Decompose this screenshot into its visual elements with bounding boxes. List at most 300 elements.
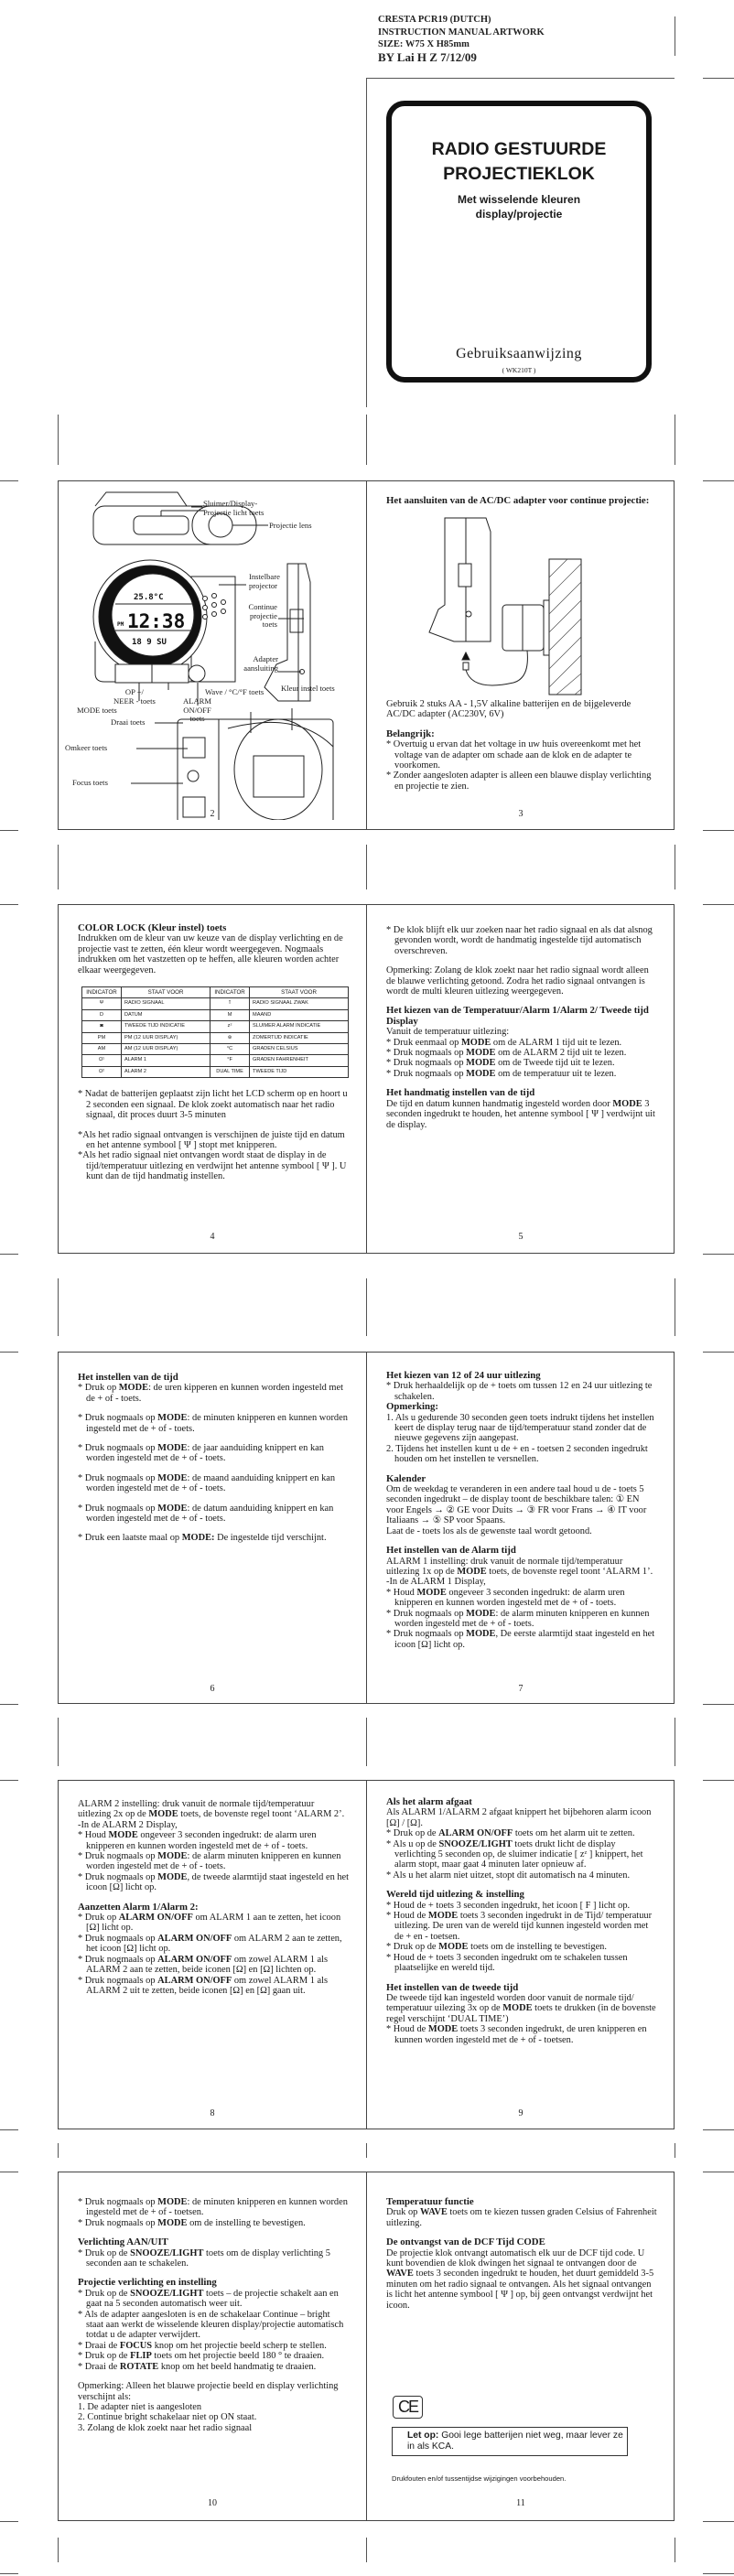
paragraph	[386, 2207, 658, 2228]
label-wave-button: Wave / °C/°F toets	[205, 687, 264, 696]
text-run: Temperatuur functie	[386, 2196, 474, 2207]
text-run: * Druk nogmaals op	[386, 1068, 467, 1079]
indicator-table	[81, 986, 349, 1078]
bullet-item	[386, 1953, 658, 1974]
bold-term: MODE	[157, 1851, 188, 1862]
adapter-jack	[466, 611, 471, 617]
indicator-icon: ◙	[82, 1021, 122, 1032]
bullet-item	[386, 2024, 658, 2045]
spread-pages-4-5	[58, 904, 675, 1254]
bullet-item	[78, 1533, 350, 1543]
label-focus-knob: Focus toets	[72, 778, 108, 787]
crop-mark	[0, 1254, 18, 1255]
text-run: ALARM 2 instelling: druk vanuit de normale tijd/temperatuur uitlezing 2x op de	[78, 1799, 315, 1820]
model-number: ( WK210T )	[502, 366, 536, 374]
bold-term: MODE	[148, 1809, 178, 1820]
text-run: : de alarm minuten knipperen en kunnen worden ingesteld met de + of - toets.	[86, 1851, 341, 1872]
bold-term: MODE	[157, 1472, 188, 1483]
text-run: * Druk op	[78, 1913, 119, 1924]
text-run: toets, de bovenste regel toont ‘ALARM 2’.	[178, 1809, 345, 1820]
text-run: *Als het radio signaal niet ontvangen wordt staat de display in de tijd/temperatuur uitlezing en verdwijnt het antenne symbool [ Ψ ]. U kunt dan de tijd handmatig instellen.	[78, 1150, 347, 1182]
paragraph	[78, 2402, 350, 2412]
disclaimer: Drukfouten en/of tussentijdse wijzigingen voorbehouden.	[392, 2474, 567, 2483]
device-top-outline	[95, 492, 187, 506]
page-8	[59, 1781, 366, 2129]
spread-pages-8-9	[58, 1780, 675, 2129]
page-number: 3	[518, 809, 524, 819]
indicator-meaning: GRADEN CELSIUS	[250, 1044, 349, 1055]
bold-term: ROTATE	[119, 2361, 159, 2372]
section-heading	[386, 1890, 658, 1900]
section-heading	[386, 729, 658, 739]
paragraph	[386, 699, 658, 720]
text-run: : de maand aanduiding knippert en kan worden ingesteld met de + of - toets.	[86, 1472, 336, 1494]
bullet-item	[78, 1976, 350, 1997]
text-run: * Druk nogmaals op	[78, 1954, 158, 1965]
text-run: COLOR LOCK (Kleur instel) toets	[78, 922, 227, 933]
page-2	[59, 481, 366, 829]
adapter-connection-diagram	[422, 513, 605, 696]
section-heading	[78, 1902, 350, 1913]
text-run: * Als de adapter aangesloten is en de schakelaar Continue – bright staat aan werkt de wisselende kleuren display/projectie automatisch totdat u de adapter verwijdert.	[78, 2309, 344, 2341]
paragraph	[386, 2248, 658, 2311]
label-adapter-jack: Adapter aansluiting	[243, 654, 278, 673]
crop-mark	[703, 2573, 734, 2574]
bullet-item	[78, 2341, 350, 2351]
mode-button	[115, 664, 152, 683]
bold-term: MODE	[108, 1830, 138, 1841]
text-run: toets om de display verlichting 5 seconden aan te schakelen.	[86, 2247, 330, 2269]
paragraph	[78, 2381, 350, 2402]
text-run: * Zonder aangesloten adapter is alleen een blauwe display verlichting en projectie te zien.	[386, 771, 652, 792]
bullet-item	[386, 1911, 658, 1942]
text-run: 2. Continue bright schakelaar niet op ON staat.	[78, 2412, 257, 2423]
bullet-item	[78, 1443, 350, 1464]
bullet-item	[386, 1828, 658, 1838]
text-run: : de minuten knipperen en kunnen worden ingesteld met de + of - toets.	[86, 1413, 348, 1434]
bullet-item	[78, 2362, 350, 2372]
text-run: * Druk nogmaals op	[386, 1048, 467, 1059]
crop-mark	[703, 1780, 734, 1781]
bold-term: FLIP	[130, 2351, 152, 2362]
section-heading	[386, 2197, 658, 2207]
text-run: * Druk op de	[386, 1942, 439, 1953]
bold-term: MODE:	[181, 1533, 215, 1544]
bullet-item	[78, 1955, 350, 1976]
spread-pages-6-7	[58, 1352, 675, 1704]
page-number: 8	[210, 2108, 215, 2118]
text-run: Wereld tijd uitlezing & instelling	[386, 1889, 524, 1901]
indicator-meaning: RADIO SIGNAAL ZWAK	[250, 998, 349, 1009]
bold-term: MODE	[466, 1058, 496, 1069]
cover-subtitle: Met wisselende kleuren display/projectie	[457, 193, 581, 221]
text-run: * Druk nogmaals op	[78, 2217, 158, 2228]
bullet-item	[78, 2351, 350, 2361]
text-run: * Houd	[386, 1587, 417, 1598]
crop-mark	[0, 1352, 18, 1353]
text-run: om ALARM 2 aan te zetten, het icoon [Ω] licht op.	[86, 1933, 342, 1955]
title-line: RADIO GESTUURDE	[431, 139, 607, 159]
bold-term: MODE	[460, 1037, 491, 1048]
text-run: * Houd de	[386, 2024, 428, 2035]
table-row	[82, 1044, 349, 1055]
indicator-meaning: TWEEDE TIJD	[250, 1066, 349, 1077]
text-run: Aanzetten Alarm 1/Alarm 2:	[78, 1901, 199, 1913]
page-6	[59, 1353, 366, 1703]
text-run: toets om het projectie beeld 180 ° te draaien.	[151, 2351, 325, 2362]
indicator-icon: Ψ	[82, 998, 122, 1009]
paragraph	[78, 2412, 350, 2422]
bullet-item	[78, 2289, 350, 2310]
text-run: Het instellen van de tweede tijd	[386, 1981, 519, 1993]
crop-mark	[58, 1278, 59, 1336]
page-text	[386, 1371, 658, 1650]
alarm-onoff-button	[189, 665, 205, 682]
text-run: Het instellen van de tijd	[78, 1372, 178, 1383]
crop-mark	[58, 415, 59, 465]
paragraph	[386, 1577, 658, 1587]
indicator-icon: ⊛	[210, 1032, 250, 1043]
text-run: om ALARM 1 aan te zetten, het icoon [Ω] licht op.	[86, 1913, 341, 1934]
bold-term: MODE	[157, 1503, 188, 1514]
page-number: 7	[518, 1684, 524, 1694]
bullet-item	[78, 1830, 350, 1851]
bullet-item	[386, 1901, 658, 1911]
text-run: * Overtuig u ervan dat het voltage in uw huis overeenkomt met het voltage van de adapter om schade aan de klok en de adapter te voorkomen.	[386, 739, 642, 771]
text-run: , de tweede alarmtijd staat ingesteld en het icoon [Ω] licht op.	[86, 1871, 350, 1893]
bullet-item	[78, 1089, 350, 1120]
text-run: toets drukt licht de display verlichting 5 seconden op, de sluimer indicatie [ zᶻ ] knippert, het alarm stopt, maar gaat 4 minuten later opnieuw af.	[394, 1838, 643, 1870]
section-heading	[386, 2237, 658, 2247]
cover-frame	[386, 101, 652, 383]
paragraph	[386, 1526, 658, 1536]
spread-pages-2-3	[58, 480, 675, 830]
text-run: : de minuten knipperen en kunnen worden ingesteld met de + of - toetsen.	[86, 2197, 348, 2218]
column-header: INDICATOR	[82, 987, 122, 998]
crop-mark	[703, 1352, 734, 1353]
text-run: De projectie klok ontvangt automatisch elk uur de DCF tijd code. U kunt bovendien de klok dwingen het signaal te ontvangen door de	[386, 2247, 645, 2269]
section-heading	[386, 1797, 658, 1807]
text-run: Opmerking:	[386, 1401, 438, 1413]
text-run: *Als het radio signaal ontvangen is verschijnen de juiste tijd en datum en het antenne symbool [ Ψ ] stopt met knipperen.	[78, 1129, 345, 1150]
page-11	[367, 2172, 675, 2520]
label-adjustable-projector: Instelbare projector	[249, 572, 280, 590]
lcd-time: 12:38	[127, 610, 186, 632]
bold-term: SNOOZE/LIGHT	[130, 2288, 204, 2299]
header-line: BY Lai H Z 7/12/09	[378, 49, 477, 64]
indicator-meaning: PM (12 UUR DISPLAY)	[122, 1032, 210, 1043]
text-run: ALARM 1 instelling: druk vanuit de normale tijd/temperatuur uitlezing 1x op de	[386, 1556, 623, 1577]
page-number: 10	[208, 2498, 217, 2508]
arrow-up-icon	[462, 652, 470, 660]
bullet-item	[386, 1839, 658, 1870]
section-heading	[386, 1983, 658, 1993]
crop-mark	[703, 1254, 734, 1255]
text-run: * Als u op de	[386, 1838, 439, 1849]
page-text	[78, 1373, 350, 1544]
bold-term: MODE	[118, 1383, 149, 1394]
bold-term: WAVE	[419, 2207, 448, 2218]
text-run: * Druk nogmaals op	[78, 1503, 158, 1514]
bullet-item	[78, 2310, 350, 2341]
label-color-button: Kleur instel toets	[281, 684, 335, 693]
crop-mark	[0, 1704, 18, 1705]
text-run: toets 3 seconden ingedrukt te houden, het duurt gemiddeld 3-5 minuten om het radio signaal te ontvangen. Als het signaal ontvangen is licht het antenne symbool [ Ψ ] op, bij geen ontvangst verdwijnt het icoon.	[386, 2269, 654, 2311]
text-run: Het handmatig instellen van de tijd	[386, 1087, 535, 1099]
indicator-icon: AM	[82, 1044, 122, 1055]
indicator-meaning: TWEEDE TIJD INDICATIE	[122, 1021, 210, 1032]
page-4	[59, 905, 366, 1253]
bold-term: MODE	[157, 1871, 188, 1882]
crop-mark	[366, 2538, 367, 2562]
bullet-item	[386, 1381, 658, 1402]
text-run: * Draai de	[78, 2361, 120, 2372]
bullet-item	[386, 1942, 658, 1952]
text-run: : de uren kipperen en kunnen worden ingesteld met de + of - toets.	[86, 1383, 344, 1404]
section-heading	[386, 1088, 658, 1098]
bold-term: ALARM ON/OFF	[157, 1933, 232, 1944]
bullet-item	[78, 1934, 350, 1955]
paragraph	[386, 1993, 658, 2024]
text-run: * Druk een laatste maal op	[78, 1533, 182, 1544]
page-7	[367, 1353, 675, 1703]
text-run: * Druk op de	[78, 2288, 131, 2299]
text-run: Om de weekdag te veranderen in een andere taal houd u de - toets 5 seconden ingedrukt – de display toont de beschikbare talen: ① EN voor Engels → ② GE voor Duits → ③ FR voor Frans → ④ IT voor Italiaans → ⑤ SP voor Spaans.	[386, 1484, 647, 1526]
indicator-icon: ĭ	[210, 998, 250, 1009]
page-number: 4	[210, 1232, 215, 1242]
paragraph	[386, 965, 658, 997]
page-number: 5	[518, 1232, 524, 1242]
label-rotate-knob: Draai toets	[111, 717, 146, 727]
text-run: Opmerking: Zolang de klok zoekt naar het radio signaal wordt alleen de blauwe verlichting getoond. Zodra het radio signaal ontvangen is wordt de multi kleuren uitlezing weergegeven.	[386, 965, 649, 997]
section-heading	[386, 1474, 658, 1484]
crop-mark	[703, 2521, 734, 2522]
crop-mark	[703, 2129, 734, 2130]
crop-mark	[366, 1278, 367, 1336]
bullet-item	[78, 1913, 350, 1934]
artwork-header	[378, 14, 545, 63]
bold-term: MODE	[466, 1629, 496, 1640]
bold-term: MODE	[157, 2197, 188, 2207]
bold-term: MODE	[157, 1413, 188, 1424]
crop-mark	[366, 1718, 367, 1766]
crop-mark	[0, 904, 18, 905]
label-projection-lens: Projectie lens	[269, 521, 312, 530]
page-text	[78, 2197, 350, 2433]
text-run: knop om het projectie beeld scherp te stellen.	[152, 2340, 327, 2351]
text-run: De ingestelde tijd verschijnt.	[214, 1533, 327, 1544]
crop-mark	[0, 2573, 18, 2574]
text-run: Laat de - toets los als de gewenste taal wordt getoond.	[386, 1525, 592, 1536]
bold-term: ALARM ON/OFF	[438, 1828, 513, 1839]
indicator-icon: M	[210, 1009, 250, 1020]
dc-plug	[463, 663, 469, 670]
notice-text: Gooi lege batterijen niet weg, maar lever ze in als KCA.	[407, 2430, 623, 2452]
text-run: * Houd	[78, 1830, 109, 1841]
bullet-item	[78, 2248, 350, 2269]
continuous-projection-switch	[459, 564, 471, 587]
paragraph	[386, 1557, 658, 1578]
section-heading	[78, 923, 350, 933]
bold-term: SNOOZE/LIGHT	[438, 1838, 513, 1849]
indicator-meaning: SLUIMER ALARM INDICATIE	[250, 1021, 349, 1032]
clock-parts-diagram	[59, 481, 366, 820]
text-run: 1. De adapter niet is aangesloten	[78, 2401, 202, 2412]
text-run: knop om het beeld handmatig te draaien.	[158, 2361, 317, 2372]
text-run: * Druk herhaaldelijk op de + toets om tussen 12 en 24 uur uitlezing te schakelen.	[386, 1381, 653, 1402]
bullet-item	[386, 1629, 658, 1650]
bullet-item	[78, 1383, 350, 1404]
page-10	[59, 2172, 366, 2520]
bold-term: ALARM ON/OFF	[157, 1975, 232, 1986]
text-run: Indrukken om de kleur van uw keuze van de display verlichting en de projectie vast te zetten, één kleur wordt weergegeven. Nogmaals indrukken om het vastzetten op te heffen, alle kleuren worden achter elkaar weergegeven.	[78, 933, 343, 975]
bullet-item	[386, 1038, 658, 1048]
bullet-item	[386, 771, 658, 792]
bullet-item	[386, 1058, 658, 1068]
text-run: toets – de projectie schakelt aan en gaat na 5 seconden automatisch weer uit.	[86, 2288, 339, 2310]
crop-mark	[0, 2129, 18, 2130]
text-run: * Als u het alarm niet uitzet, stopt dit automatisch na 4 minuten.	[386, 1870, 631, 1881]
page-5	[367, 905, 675, 1253]
text-run: * Druk nogmaals op	[386, 1629, 467, 1640]
text-run: 3 seconden ingedrukt te houden, het antenne symbool [ Ψ ] verdwijnt uit de display.	[386, 1098, 655, 1130]
text-run: * Druk nogmaals op	[78, 1851, 158, 1862]
label-flip-button: Omkeer toets	[65, 743, 108, 752]
lcd-date: 18 9 SU	[132, 638, 167, 647]
adapter-cable	[466, 651, 527, 685]
text-run: om de Tweede tijd uit te lezen.	[495, 1058, 615, 1069]
text-run: De tweede tijd kan ingesteld worden door vanuit de normale tijd/ temperatuur uilezing 3x op de	[386, 1992, 634, 2014]
table-row	[82, 1021, 349, 1032]
crop-mark	[703, 1704, 734, 1705]
text-run: Gebruik 2 stuks AA - 1,5V alkaline batterijen en de bijgeleverde AC/DC adapter (AC230V, 6V)	[386, 699, 631, 720]
page-text	[78, 923, 350, 975]
text-run: * Druk op de	[78, 2247, 131, 2258]
text-run: Het kiezen van de Temperatuur/Alarm 1/Alarm 2/ Tweede tijd Display	[386, 1005, 649, 1027]
spread-pages-10-11	[58, 2172, 675, 2521]
text-run: * Druk op	[78, 1383, 119, 1394]
bold-term: MODE	[416, 1587, 447, 1598]
text-run: * Druk eenmaal op	[386, 1037, 461, 1048]
text-run: * Druk nogmaals op	[78, 1472, 158, 1483]
crop-mark	[58, 845, 59, 889]
bullet-item	[386, 1048, 658, 1058]
column-header: STAAT VOOR	[122, 987, 210, 998]
text-run: Het kiezen van 12 of 24 uur uitlezing	[386, 1370, 541, 1381]
table-row	[82, 998, 349, 1009]
indicator-meaning: DATUM	[122, 1009, 210, 1020]
page-number: 6	[210, 1684, 215, 1694]
crop-mark	[0, 480, 18, 481]
bullet-item	[386, 1069, 658, 1079]
paragraph	[78, 1820, 350, 1830]
title-line: PROJECTIEKLOK	[443, 164, 595, 184]
text-run: * Druk op de	[78, 2351, 131, 2362]
text-run: ongeveer 3 seconden ingedrukt: de alarm uren knipperen en kunnen worden ingesteld met de + of - toets.	[86, 1830, 317, 1851]
section-heading	[386, 1006, 658, 1027]
notice-label: Let op:	[407, 2430, 439, 2441]
bullet-item	[386, 1870, 658, 1881]
section-heading	[78, 2237, 350, 2247]
text-run: * Houd de	[386, 1911, 428, 1922]
indicator-icon: Ω¹	[82, 1055, 122, 1066]
indicator-icon: Ω²	[82, 1066, 122, 1077]
indicator-icon: zᶻ	[210, 1021, 250, 1032]
label-snooze-button: Sluimer/Display- Projectie licht toets	[203, 499, 264, 517]
indicator-icon: °C	[210, 1044, 250, 1055]
up-down-buttons	[152, 664, 189, 683]
bold-term: ALARM ON/OFF	[118, 1913, 193, 1924]
text-run: * Druk nogmaals op	[78, 1413, 158, 1424]
text-run: 1. Als u gedurende 30 seconden geen toets indrukt tijdens het instellen keert de display terug naar de tijd/temperatuur stand zonder dat de nieuwe gegevens zijn aangepast.	[386, 1412, 654, 1444]
text-run: Verlichting AAN/UIT	[78, 2236, 168, 2248]
crop-mark	[0, 1780, 18, 1781]
text-run: 2. Tijdens het instellen kunt u de + en - toetsen 2 seconden ingedrukt houden om het instellen te versnellen.	[386, 1443, 648, 1465]
bullet-item	[78, 1872, 350, 1893]
indicator-icon: PM	[82, 1032, 122, 1043]
text-run: ongeveer 3 seconden ingedrukt: de alarm uren knipperen en kunnen worden ingesteld met de + of - toets.	[394, 1587, 625, 1609]
paragraph	[78, 2423, 350, 2433]
crop-mark	[58, 2538, 59, 2562]
bullet-item	[386, 1609, 658, 1630]
text-run: Het instellen van de Alarm tijd	[386, 1545, 516, 1557]
page-text	[386, 925, 658, 1130]
bold-term: WAVE	[386, 2269, 414, 2280]
paragraph	[386, 1484, 658, 1526]
text-run: toets om het alarm uit te zetten.	[513, 1828, 635, 1839]
text-run: * Druk op de	[386, 1828, 439, 1839]
indicator-icon: D	[82, 1009, 122, 1020]
paragraph	[78, 1799, 350, 1820]
page-number: 2	[210, 809, 215, 819]
table-row	[82, 1066, 349, 1077]
bold-term: ALARM ON/OFF	[157, 1954, 232, 1965]
table-row	[82, 1009, 349, 1020]
bullet-item	[386, 1413, 658, 1444]
text-run: : de datum aanduiding knippert en kan worden ingesteld met de + of - toets.	[86, 1503, 334, 1525]
crop-mark	[366, 415, 367, 465]
text-run: * Draai de	[78, 2340, 120, 2351]
label-up-down-buttons: OP +/ NEER - toets	[113, 687, 156, 706]
text-run: Projectie verlichting en instelling	[78, 2277, 217, 2289]
paragraph	[78, 933, 350, 975]
indicator-meaning: AM (12 UUR DISPLAY)	[122, 1044, 210, 1055]
page-text	[386, 496, 658, 506]
section-heading	[386, 1371, 658, 1381]
bullet-item	[386, 739, 658, 771]
ce-mark: CE	[393, 2396, 423, 2419]
paragraph	[386, 1027, 658, 1037]
paragraph	[386, 1099, 658, 1130]
text-run: om zowel ALARM 1 als ALARM 2 uit te zetten, beide iconen [Ω] en [Ω] gaan uit.	[86, 1975, 329, 1996]
lcd-pm: PM	[117, 621, 124, 628]
indicator-meaning: RADIO SIGNAAL	[122, 998, 210, 1009]
text-run: : de alarm minuten knipperen en kunnen worden ingesteld met de + of - toets.	[394, 1608, 650, 1629]
bullet-item	[386, 1588, 658, 1609]
header-line: SIZE: W75 X H85mm	[378, 39, 470, 49]
crop-mark	[703, 830, 734, 831]
text-run: toets 3 seconden ingedrukt in de Tijd/ temperatuur uitlezing. De uren van de wereld tijd kunnen ingesteld worden met de + en - toetsen.	[394, 1911, 653, 1942]
page-3	[367, 481, 675, 829]
crop-mark	[58, 1718, 59, 1766]
text-run: De tijd en datum kunnen handmatig ingesteld worden door	[386, 1098, 613, 1109]
indicator-meaning: ALARM 2	[122, 1066, 210, 1077]
page-number: 9	[518, 2108, 524, 2118]
crop-mark	[0, 2521, 18, 2522]
text-run: * Druk nogmaals op	[78, 1871, 158, 1882]
text-run: toets, de bovenste regel toont ‘ALARM 1’.	[486, 1566, 653, 1577]
column-header: STAAT VOOR	[250, 987, 349, 998]
